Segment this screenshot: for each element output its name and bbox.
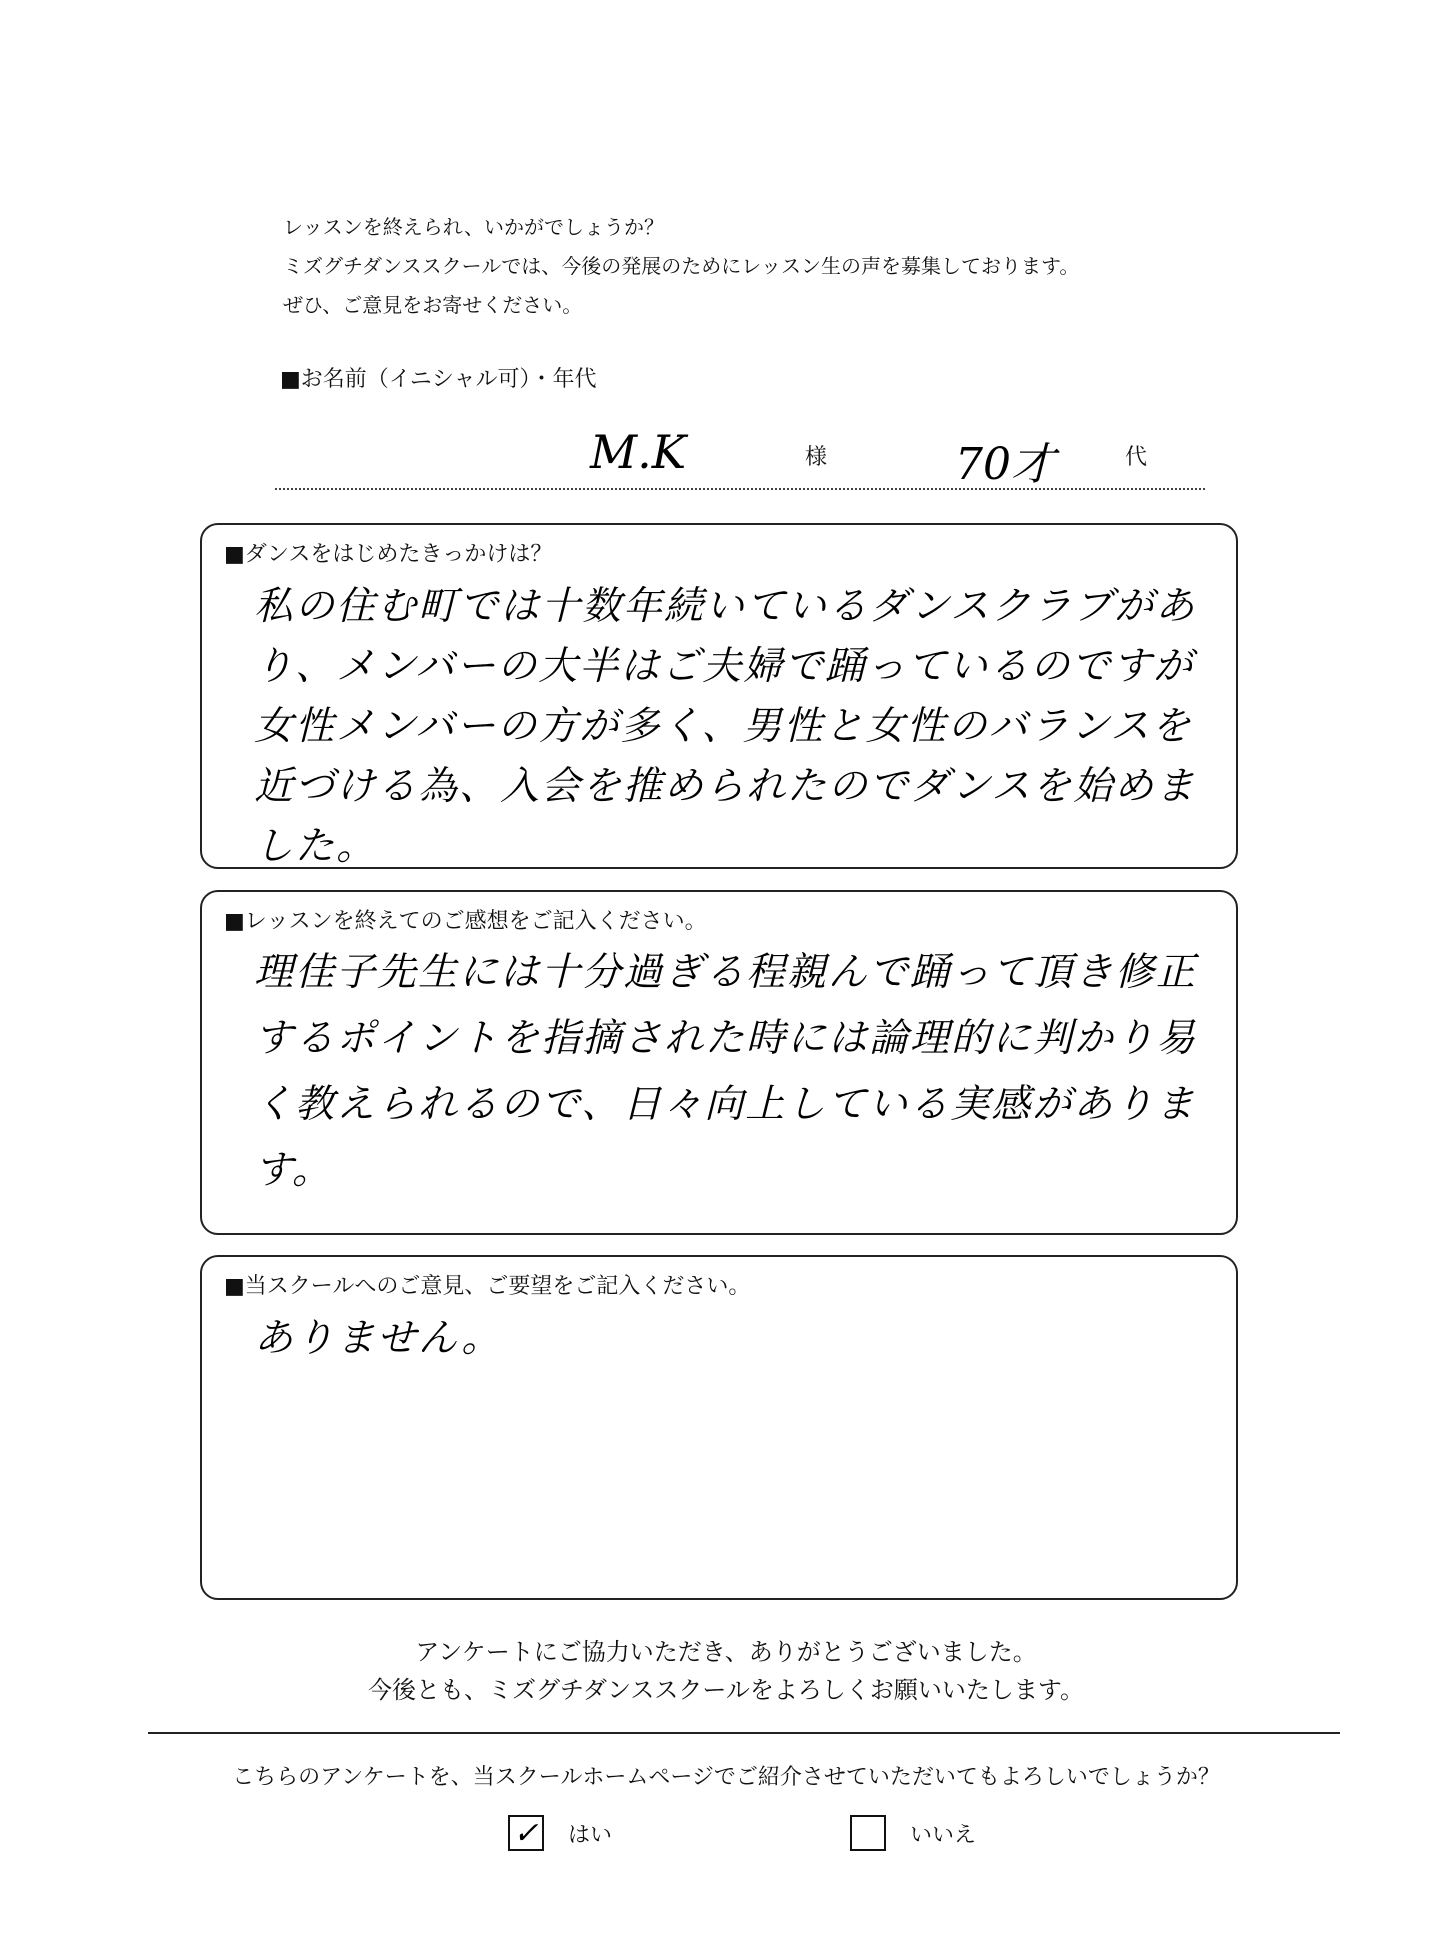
question-box-impressions — [200, 890, 1238, 1235]
check-mark-icon: ✓ — [513, 1815, 539, 1851]
name-age-label: ■お名前（イニシャル可）・年代 — [280, 367, 597, 392]
yes-checkbox[interactable] — [508, 1815, 544, 1851]
intro-line-1: レッスンを終えられ、いかがでしょうか？ — [283, 215, 664, 239]
name-underline — [275, 488, 1205, 490]
intro-line-3: ぜひ、ご意見をお寄せください。 — [283, 293, 583, 317]
consent-question: こちらのアンケートを、当スクールホームページでご紹介させていただいてもよろしいでしょうか？ — [232, 1765, 1220, 1790]
thanks-line-1: アンケートにご協力いただき、ありがとうございました。 — [415, 1638, 1037, 1666]
intro-line-2: ミズグチダンススクールでは、今後の発展のためにレッスン生の声を募集しております。 — [283, 254, 1080, 278]
question-label-impressions: ■レッスンを終えてのご感想をご記入ください。 — [224, 909, 707, 934]
question-label-requests: ■当スクールへのご意見、ご要望をご記入ください。 — [224, 1274, 751, 1299]
age-suffix-label: 代 — [1125, 445, 1148, 470]
no-checkbox[interactable] — [850, 1815, 886, 1851]
name-value: M.K — [590, 425, 687, 479]
honorific-label: 様 — [805, 445, 828, 470]
answer-motivation: 私の住む町では十数年続いているダンスクラブがあり、メンバーの大半はご夫婦で踊っているのですが女性メンバーの方が多く、男性と女性のバランスを近づける為、入会を推められたのでダンスを始めました。 — [254, 584, 1197, 869]
age-value: 70才 — [955, 439, 1055, 490]
answer-impressions: 理佳子先生には十分過ぎる程親んで踊って頂き修正するポイントを指摘された時には論理的に判かり易く教えられるので、日々向上している実感があります。 — [254, 950, 1198, 1193]
thanks-line-2: 今後とも、ミズグチダンススクールをよろしくお願いいたします。 — [368, 1676, 1084, 1704]
question-box-motivation — [200, 523, 1238, 869]
question-box-requests — [200, 1255, 1238, 1600]
divider — [148, 1732, 1340, 1734]
answer-requests: ありません。 — [254, 1316, 503, 1361]
yes-label: はい — [568, 1823, 613, 1848]
question-label-motivation: ■ダンスをはじめたきっかけは？ — [224, 542, 553, 567]
no-label: いいえ — [910, 1823, 977, 1848]
